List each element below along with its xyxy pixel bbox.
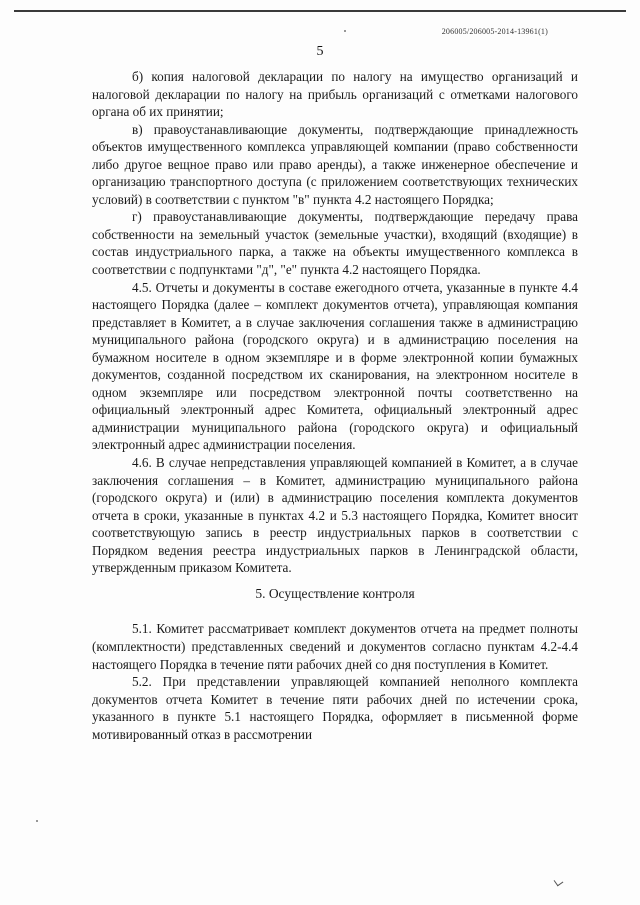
section-heading: 5. Осуществление контроля — [255, 585, 415, 601]
document-id: 206005/206005-2014-13961(1) — [441, 27, 548, 36]
paragraph-v: в) правоустанавливающие документы, подтверждающие принадлежность объектов имущественного комплекса управляющей компании (право собственности либо другое вещное право или право аренды), а также инженерное обеспечение и организацию транспортного доступа (с приложением соответствующих технических условий) в соответствии с пунктом "в" пункта 4.2 настоящего Порядка; — [92, 121, 578, 207]
scan-artifact — [36, 820, 38, 822]
paragraph-5-1: 5.1. Комитет рассматривает комплект документов отчета на предмет полноты (комплектности) представленных сведений и документов согласно пунктам 4.2-4.4 настоящего Порядка в течение пяти рабочих дней со дня поступления в Комитет. — [92, 621, 578, 672]
top-border-line — [14, 10, 626, 12]
paragraph-4-5: 4.5. Отчеты и документы в составе ежегодного отчета, указанные в пункте 4.4 настоящего Порядка (далее – комплект документов отчета), управляющая компания представляет в Комитет, а в случае заключения соглашения также в администрацию муниципального района (городского округа) и в администрацию поселения на бумажном носителе в одном экземпляре и в форме электронной копии бумажных документов, созданной посредством их сканирования, на электронном носителе в одном экземпляре или посредством электронной почты соответственно на официальный электронный адрес Комитета, официальный электронный адрес администрации муниципального района (городского округа) и официальный электронный адрес администрации поселения. — [92, 279, 578, 453]
scan-artifact — [344, 30, 346, 32]
margin-mark — [554, 877, 564, 887]
paragraph-5-2: 5.2. При представлении управляющей компанией неполного комплекта документов отчета Комитет в течение пяти рабочих дней по истечении срока, указанного в пункте 5.1 настоящего Порядка, оформляет в письменной форме мотивированный отказ в рассмотрении — [92, 674, 578, 742]
paragraph-4-6: 4.6. В случае непредставления управляющей компанией в Комитет, а в случае заключения соглашения – в Комитет, администрацию муниципального района (городского округа) и (или) в администрацию поселения комплекта документов отчета в сроки, указанные в пунктах 4.2 и 5.3 настоящего Порядка, Комитет вносит соответствующую запись в реестр индустриальных парков в соответствии с Порядком ведения реестра индустриальных парков в Ленинградской области, утвержденным приказом Комитета. — [92, 455, 578, 576]
paragraph-b: б) копия налоговой декларации по налогу на имущество организаций и налоговой декларации по налогу на прибыль организаций с отметками налогового органа об их принятии; — [92, 69, 578, 120]
page-number: 5 — [316, 44, 324, 59]
document-body — [92, 68, 578, 743]
paragraph-g: г) правоустанавливающие документы, подтверждающие передачу права собственности на земельный участок (земельные участки), входящий (входящие) в состав индустриального парка, а также на объекты имущественного комплекса в соответствии с подпунктами "д", "е" пункта 4.2 настоящего Порядка. — [92, 209, 578, 278]
